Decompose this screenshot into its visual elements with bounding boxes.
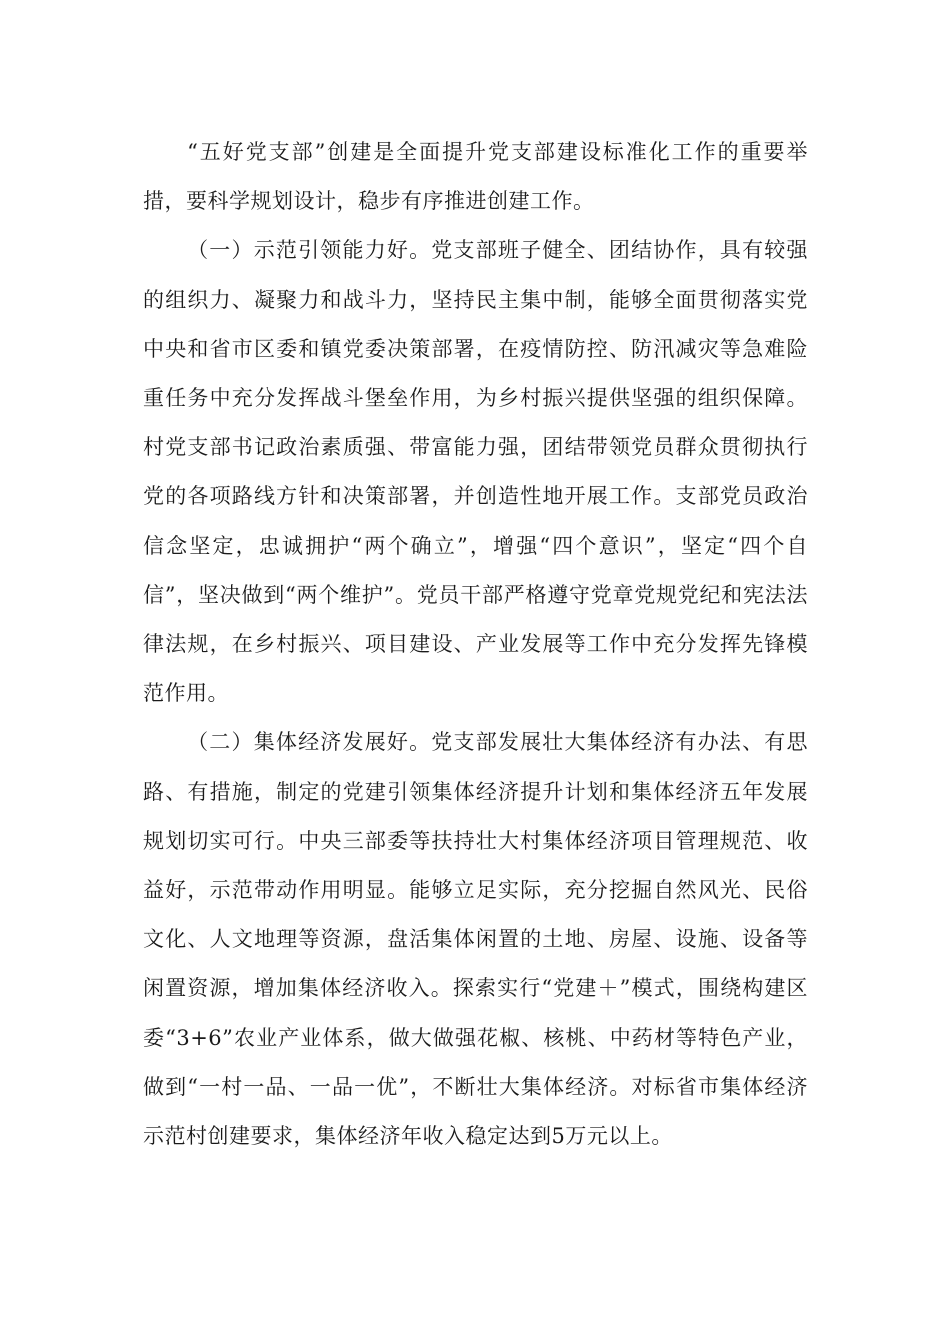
- paragraph-section-2: （二）集体经济发展好。党支部发展壮大集体经济有办法、有思路、有措施，制定的党建引领集体经济提升计划和集体经济五年发展规划切实可行。中央三部委等扶持壮大村集体经济项目管理规范、收益好，示范带动作用明显。能够立足实际，充分挖掘自然风光、民俗文化、人文地理等资源，盘活集体闲置的土地、房屋、设施、设备等闲置资源，增加集体经济收入。探索实行“党建＋”模式，围绕构建区委“3+6”农业产业体系，做大做强花椒、核桃、中药材等特色产业，做到“一村一品、一品一优”，不断壮大集体经济。对标省市集体经济示范村创建要求，集体经济年收入稳定达到5万元以上。: [143, 730, 808, 1149]
- document-body: [143, 128, 808, 1161]
- paragraph-intro: “五好党支部”创建是全面提升党支部建设标准化工作的重要举措，要科学规划设计，稳步有序推进创建工作。: [143, 140, 808, 214]
- paragraph-section-1: （一）示范引领能力好。党支部班子健全、团结协作，具有较强的组织力、凝聚力和战斗力，坚持民主集中制，能够全面贯彻落实党中央和省市区委和镇党委决策部署，在疫情防控、防汛减灾等急难险重任务中充分发挥战斗堡垒作用，为乡村振兴提供坚强的组织保障。村党支部书记政治素质强、带富能力强，团结带领党员群众贯彻执行党的各项路线方针和决策部署，并创造性地开展工作。支部党员政治信念坚定，忠诚拥护“两个确立”，增强“四个意识”，坚定“四个自信”，坚决做到“两个维护”。党员干部严格遵守党章党规党纪和宪法法律法规，在乡村振兴、项目建设、产业发展等工作中充分发挥先锋模范作用。: [143, 238, 808, 706]
